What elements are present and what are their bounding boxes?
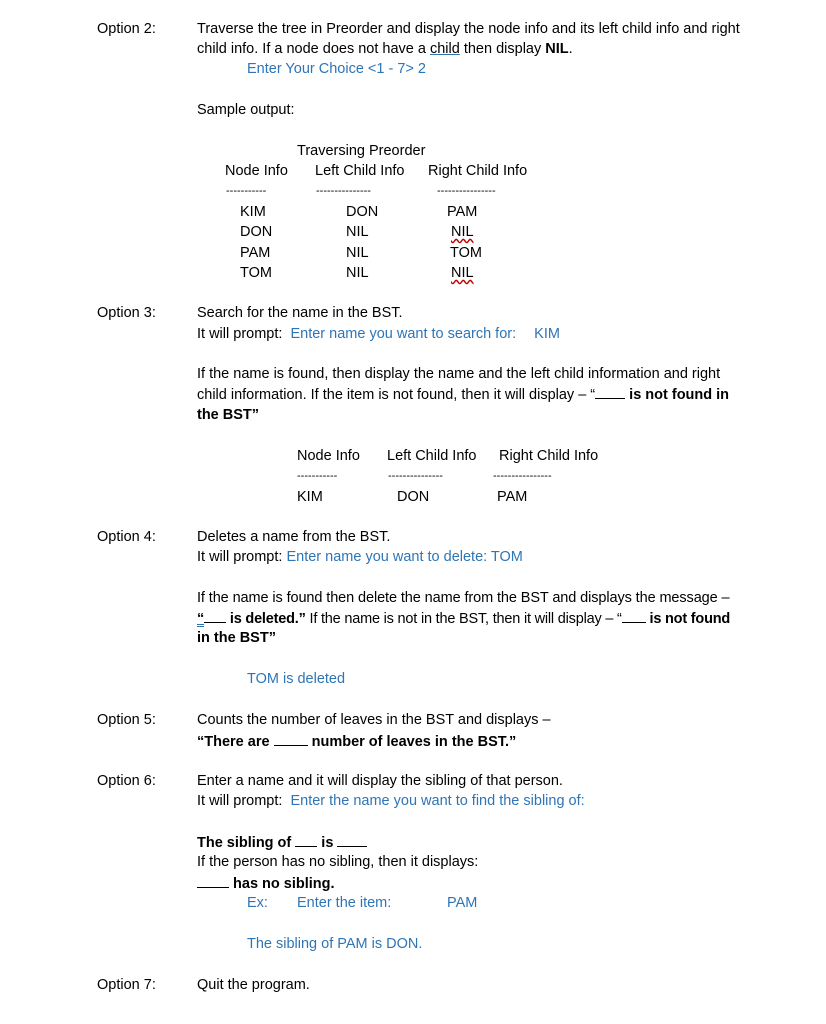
option-3-paragraph-line2 bbox=[197, 384, 729, 405]
option-4-paragraph-line3: in the BST” bbox=[197, 630, 276, 646]
blank-line bbox=[337, 832, 367, 847]
no-sibling-description: If the person has no sibling, then it displays: bbox=[197, 854, 479, 870]
prompt-label: It will prompt: bbox=[197, 549, 283, 565]
option-2-label: Option 2: bbox=[97, 21, 156, 37]
example-result: The sibling of PAM is DON. bbox=[247, 936, 423, 952]
sibling-message bbox=[197, 832, 367, 853]
option-3-label: Option 3: bbox=[97, 305, 156, 321]
search-prompt-value: KIM bbox=[534, 326, 560, 342]
blank-line bbox=[595, 384, 625, 399]
header-divider: ---------------- bbox=[493, 470, 552, 482]
open-quote: “ bbox=[197, 611, 205, 627]
option-3-paragraph-line1: If the name is found, then display the name and the left child information and right bbox=[197, 366, 721, 382]
option-7-label: Option 7: bbox=[97, 977, 156, 993]
no-sibling-message bbox=[197, 873, 335, 894]
blank-line bbox=[295, 832, 317, 847]
leaf-count-text: number of leaves in the BST.” bbox=[307, 734, 517, 750]
option-5-description: Counts the number of leaves in the BST and displays – bbox=[197, 712, 551, 728]
nil-keyword: NIL bbox=[545, 41, 569, 57]
table-cell: PAM bbox=[240, 245, 271, 261]
blank-line bbox=[622, 608, 646, 623]
no-sibling-text: has no sibling. bbox=[229, 876, 335, 892]
table-cell: DON bbox=[397, 489, 430, 505]
table-cell: NIL bbox=[451, 224, 474, 240]
leaf-count-text: “There are bbox=[197, 734, 274, 750]
option-6-prompt-line bbox=[197, 791, 585, 811]
table-cell: NIL bbox=[346, 224, 369, 240]
option-7-description: Quit the program. bbox=[197, 977, 310, 993]
option-5-label: Option 5: bbox=[97, 712, 156, 728]
column-header-left-child: Left Child Info bbox=[387, 448, 477, 464]
option-3-description: Search for the name in the BST. bbox=[197, 305, 403, 321]
not-found-message: is not found bbox=[645, 611, 731, 627]
traversal-title: Traversing Preorder bbox=[297, 143, 426, 159]
sibling-prompt-text: Enter the name you want to find the sibling of: bbox=[290, 793, 585, 809]
table-cell: DON bbox=[240, 224, 273, 240]
prompt-label: It will prompt: bbox=[197, 793, 283, 809]
option-4-text: If the name is not in the BST, then it will display – “ bbox=[305, 611, 622, 627]
option-2-text: child info. If a node does not have a bbox=[197, 41, 430, 57]
option-3-paragraph-line3: the BST” bbox=[197, 407, 260, 423]
delete-result: TOM is deleted bbox=[247, 671, 346, 687]
table-cell: TOM bbox=[240, 265, 272, 281]
search-prompt-text: Enter name you want to search for: bbox=[290, 326, 517, 342]
example-value: PAM bbox=[447, 895, 478, 911]
example-label: Ex: bbox=[247, 895, 268, 911]
table-cell: PAM bbox=[447, 204, 478, 220]
column-header-node-info: Node Info bbox=[225, 163, 288, 179]
header-divider: ----------- bbox=[297, 470, 338, 482]
option-6-description: Enter a name and it will display the sibling of that person. bbox=[197, 773, 563, 789]
leaf-count-message bbox=[197, 731, 516, 752]
option-3-prompt-line bbox=[197, 324, 560, 344]
option-2-description-line1: Traverse the tree in Preorder and display the node info and its left child info and right bbox=[197, 21, 740, 37]
deleted-message: is deleted.” bbox=[226, 611, 306, 627]
header-divider: --------------- bbox=[316, 185, 371, 197]
sibling-text: is bbox=[317, 835, 338, 851]
option-4-label: Option 4: bbox=[97, 529, 156, 545]
table-cell: PAM bbox=[497, 489, 528, 505]
column-header-right-child: Right Child Info bbox=[499, 448, 599, 464]
choice-prompt: Enter Your Choice <1 - 7> 2 bbox=[247, 61, 426, 77]
option-2-description-line2 bbox=[197, 39, 573, 59]
column-header-right-child: Right Child Info bbox=[428, 163, 528, 179]
blank-line bbox=[204, 608, 226, 623]
table-cell: DON bbox=[346, 204, 379, 220]
sibling-text: The sibling of bbox=[197, 835, 296, 851]
option-3-text: child information. If the item is not found, then it will display – “ bbox=[197, 387, 596, 403]
delete-prompt-text: Enter name you want to delete: TOM bbox=[286, 549, 523, 565]
column-header-node-info: Node Info bbox=[297, 448, 360, 464]
option-6-label: Option 6: bbox=[97, 773, 156, 789]
header-divider: ---------------- bbox=[437, 185, 496, 197]
option-2-text: . bbox=[568, 41, 573, 57]
blank-line bbox=[197, 873, 229, 888]
table-cell: KIM bbox=[297, 489, 323, 505]
table-cell: TOM bbox=[450, 245, 482, 261]
prompt-label: It will prompt: bbox=[197, 326, 283, 342]
example-prompt: Enter the item: bbox=[297, 895, 392, 911]
option-4-paragraph-line2 bbox=[197, 608, 730, 629]
option-4-paragraph-line1: If the name is found then delete the name from the BST and displays the message – bbox=[197, 590, 730, 606]
blank-line bbox=[274, 731, 308, 746]
option-4-prompt-line bbox=[197, 547, 523, 567]
header-divider: --------------- bbox=[388, 470, 443, 482]
table-cell: NIL bbox=[451, 265, 474, 281]
column-header-left-child: Left Child Info bbox=[315, 163, 405, 179]
option-2-text: then display bbox=[459, 41, 546, 57]
header-divider: ----------- bbox=[226, 185, 267, 197]
option-4-description: Deletes a name from the BST. bbox=[197, 529, 391, 545]
table-cell: NIL bbox=[346, 245, 369, 261]
table-cell: KIM bbox=[240, 204, 266, 220]
table-cell: NIL bbox=[346, 265, 369, 281]
not-found-message: is not found in bbox=[625, 387, 730, 403]
sample-output-label: Sample output: bbox=[197, 102, 295, 118]
child-word-link[interactable]: child bbox=[429, 41, 460, 57]
